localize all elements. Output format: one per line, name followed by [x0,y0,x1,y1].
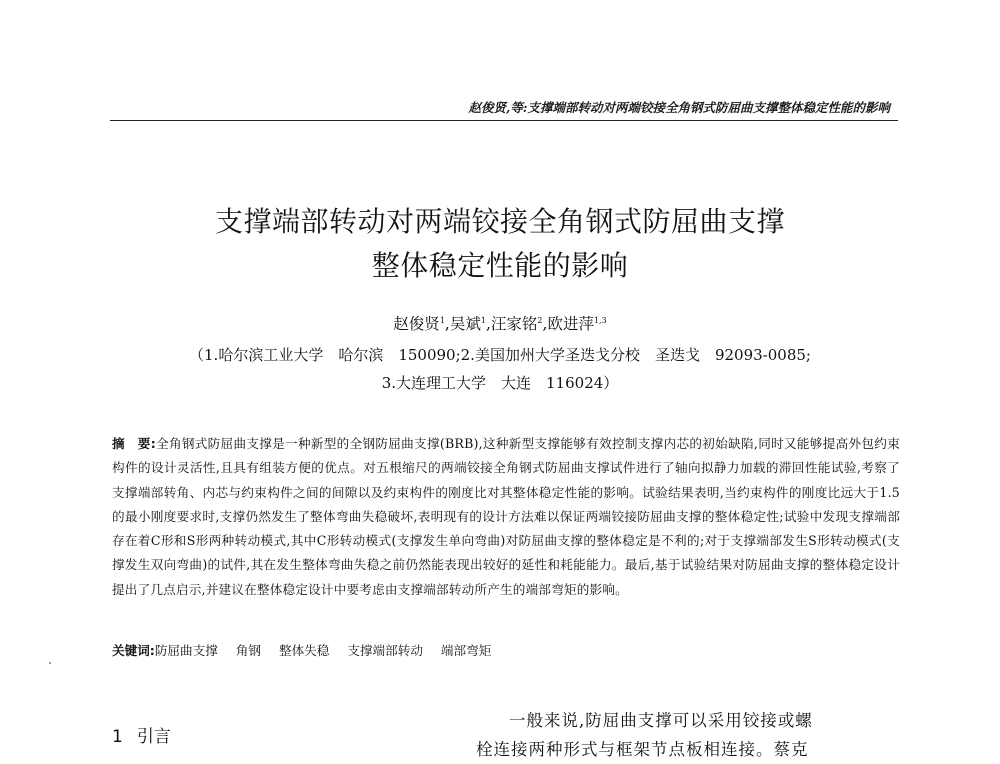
author-list: 赵俊贤$^1$,吴斌$^1$,汪家铭$^2$,欧进萍$^{1,3}$ [393,315,607,333]
section-title: 引言 [136,727,171,747]
author-name: 汪家铭 [490,315,538,333]
section-number: 1 [112,727,123,747]
running-head: 赵俊贤,等:支撑端部转动对两端铰接全角钢式防屈曲支撑整体稳定性能的影响 [468,100,890,115]
author-affiliation-mark: 1 [439,316,445,325]
body-line: 栓连接两种形式与框架节点板相连接。蔡克 [476,740,809,759]
keywords-label: 关键词: [112,643,155,658]
keywords [112,640,900,659]
abstract-text: 全角钢式防屈曲支撑是一种新型的全钢防屈曲支撑(BRB),这种新型支撑能够有效控制支撑内芯的初始缺陷,同时又能够提高外包约束构件的设计灵活性,且具有组装方便的优点。对五根缩尺的两端铰接全角钢式防屈曲支撑试件进行了轴向拟静力加载的滞回性能试验,考察了支撑端部转角、内芯与约束构件之间的间隙以及约束构件的刚度比对其整体稳定性能的影响。试验结果表明,当约束构件的刚度比远大于1.5的最小刚度要求时,支撑仍然发生了整体弯曲失稳破坏,表明现有的设计方法难以保证两端铰接防屈曲支撑的整体稳定性;试验中发现支撑端部存在着C形和S形两种转动模式,其中C形转动模式(支撑发生单向弯曲)对防屈曲支撑的整体稳定是不利的;对于支撑端部发生S形转动模式(支撑发生双向弯曲)的试件,其在发生整体弯曲失稳之前仍然能表现出较好的延性和耗能能力。最后,基于试验结果对防屈曲支撑的整体稳定设计提出了几点启示,并建议在整体稳定设计中要考虑由支撑端部转动所产生的端部弯矩的影响。 [112,436,900,597]
author-name: 吴斌 [449,315,481,333]
paper-title-line-1: 支撑端部转动对两端铰接全角钢式防屈曲支撑 [214,205,785,238]
header-rule [110,120,898,121]
margin-speck [49,662,51,664]
abstract [112,432,900,602]
author-name: 赵俊贤 [393,315,440,333]
abstract-label: 摘 要: [112,436,156,451]
affiliations-line-1: （1.哈尔滨工业大学 哈尔滨 150090;2.美国加州大学圣迭戈分校 圣迭戈 92093-0085; [189,346,811,364]
keyword: 支撑端部转动 [347,643,423,658]
section-heading [112,722,171,747]
body-text [476,706,896,764]
body-line: 一般来说,防屈曲支撑可以采用铰接或螺 [509,711,813,730]
keyword: 整体失稳 [278,643,330,658]
affiliations-line-2: 3.大连理工大学 大连 116024） [381,374,619,392]
author-affiliation-mark: 2 [537,316,543,325]
keyword: 端部弯矩 [440,643,492,658]
paper-title-line-2: 整体稳定性能的影响 [371,249,629,282]
keyword: 防屈曲支撑 [154,643,218,658]
author-affiliation-mark: 1 [480,316,486,325]
keyword: 角钢 [235,643,261,658]
author-name: 欧进萍 [547,315,594,333]
author-affiliation-mark: 1,3 [593,316,607,325]
